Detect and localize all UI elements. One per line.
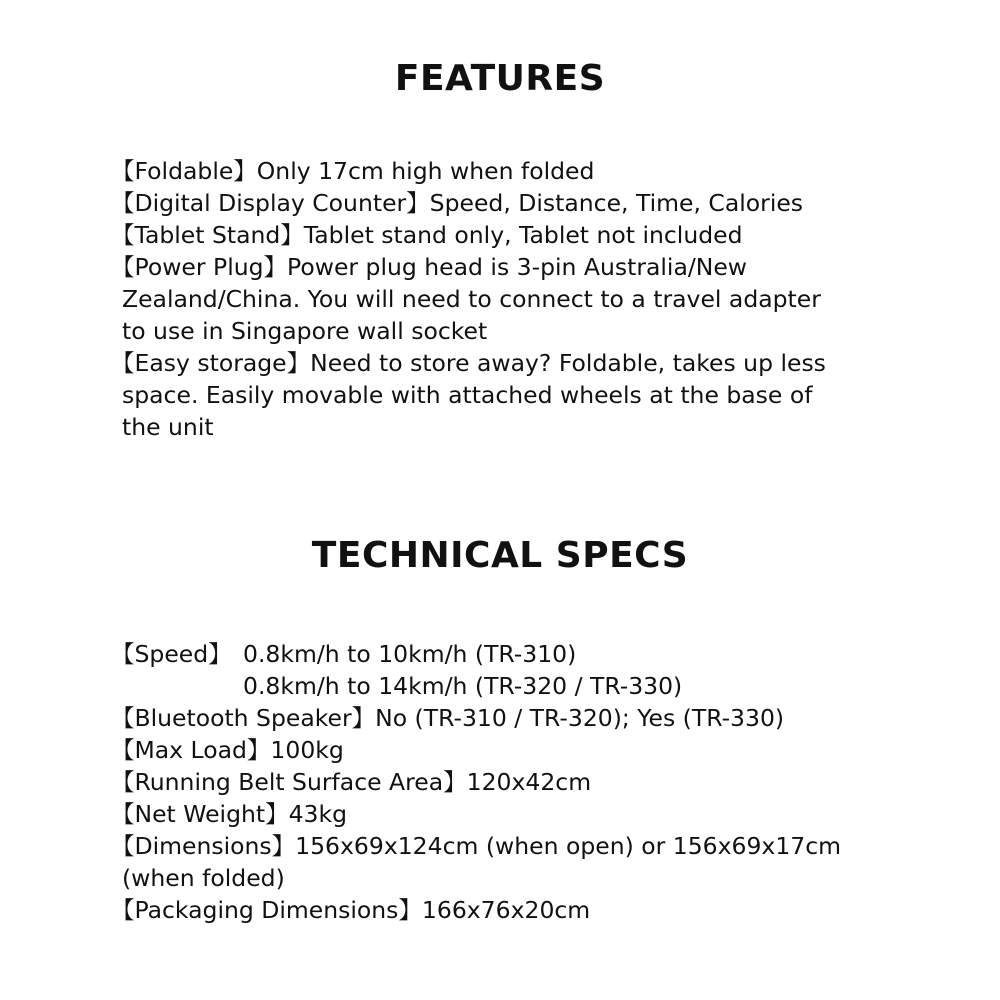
feature-foldable: 【Foldable】Only 17cm high when folded [111,157,595,185]
spec-dimensions: 【Dimensions】156x69x124cm (when open) or 156x69x17cm [111,832,842,860]
spec-belt-area: 【Running Belt Surface Area】120x42cm [111,768,592,796]
spec-bluetooth-speaker: 【Bluetooth Speaker】No (TR-310 / TR-320); Yes (TR-330) [111,704,785,732]
spec-speed-value-2: 0.8km/h to 14km/h (TR-320 / TR-330) [243,672,683,700]
spec-speed [111,638,911,670]
features-heading: FEATURES [394,58,606,99]
specs-heading: TECHNICAL SPECS [311,535,689,576]
specs-list [111,638,911,926]
feature-tablet-stand: 【Tablet Stand】Tablet stand only, Tablet not included [111,221,743,249]
spec-net-weight: 【Net Weight】43kg [111,800,348,828]
feature-power-plug-cont-2: to use in Singapore wall socket [122,317,488,345]
feature-power-plug: 【Power Plug】Power plug head is 3-pin Australia/New [111,253,748,281]
features-list [111,155,911,443]
feature-power-plug-cont-1: Zealand/China. You will need to connect to a travel adapter [122,285,821,313]
feature-easy-storage-cont-2: the unit [122,413,214,441]
spec-max-load: 【Max Load】100kg [111,736,344,764]
feature-easy-storage: 【Easy storage】Need to store away? Foldable, takes up less [111,349,826,377]
spec-speed-value-1: 0.8km/h to 10km/h (TR-310) [243,640,577,668]
spec-speed-label: 【Speed】 [111,640,232,668]
feature-digital-display: 【Digital Display Counter】Speed, Distance, Time, Calories [111,189,804,217]
feature-easy-storage-cont-1: space. Easily movable with attached wheels at the base of [122,381,813,409]
spec-dimensions-cont: (when folded) [122,864,285,892]
spec-packaging-dimensions: 【Packaging Dimensions】166x76x20cm [111,896,591,924]
